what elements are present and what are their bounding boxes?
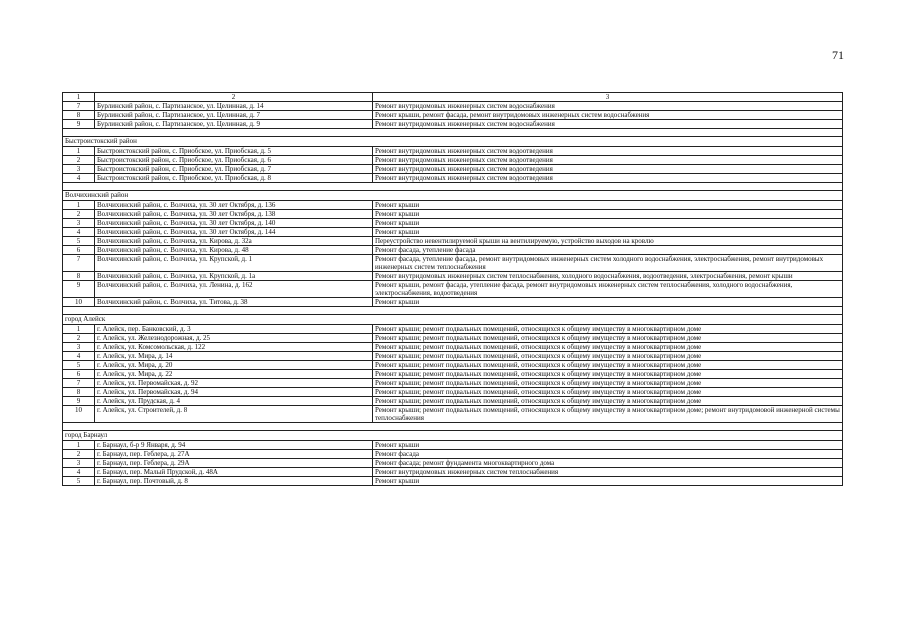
row-address: Быстроистокский район, с. Приобское, ул. Приобская, д. 6 xyxy=(95,156,373,165)
table-row xyxy=(63,361,843,370)
row-work: Ремонт фасада, утепление фасада, ремонт внутридомовых инженерных систем холодного водоснабжения, электроснабжения, ремонт внутридомовых инженерных систем теплоснабжения xyxy=(373,255,843,272)
row-address: г. Алейск, ул. Железнодорожная, д. 25 xyxy=(95,334,373,343)
table-row xyxy=(63,237,843,246)
row-work: Ремонт внутридомовых инженерных систем теплоснабжения, холодного водоснабжения, водоотведения, электроснабжения, ремонт крыши xyxy=(373,272,843,281)
row-work: Ремонт внутридомовых инженерных систем теплоснабжения xyxy=(373,468,843,477)
row-number: 8 xyxy=(63,272,95,281)
row-number: 9 xyxy=(63,120,95,129)
repair-table xyxy=(62,92,843,486)
section-spacer xyxy=(63,129,843,137)
table-row xyxy=(63,298,843,307)
page-number: 71 xyxy=(832,48,844,62)
row-number: 7 xyxy=(63,379,95,388)
section-title-row xyxy=(63,315,843,325)
row-address: Волчихинский район, с. Волчиха, ул. Ленина, д. 162 xyxy=(95,281,373,298)
row-work: Ремонт крыши; ремонт подвальных помещений, относящихся к общему имуществу в многоквартирном доме xyxy=(373,370,843,379)
row-address: Быстроистокский район, с. Приобское, ул. Приобская, д. 5 xyxy=(95,147,373,156)
row-number: 5 xyxy=(63,361,95,370)
row-number: 4 xyxy=(63,228,95,237)
table-row xyxy=(63,102,843,111)
row-work: Ремонт крыши; ремонт подвальных помещений, относящихся к общему имуществу в многоквартирном доме; ремонт внутридомовой инженерной системы теплоснабжения xyxy=(373,406,843,423)
table-row xyxy=(63,246,843,255)
row-address: г. Барнаул, пер. Малый Прудской, д. 48А xyxy=(95,468,373,477)
table-row xyxy=(63,147,843,156)
row-number: 3 xyxy=(63,343,95,352)
row-work: Ремонт крыши; ремонт подвальных помещений, относящихся к общему имуществу в многоквартирном доме xyxy=(373,352,843,361)
row-number: 2 xyxy=(63,210,95,219)
row-work: Ремонт крыши xyxy=(373,228,843,237)
row-work: Ремонт крыши; ремонт подвальных помещений, относящихся к общему имуществу в многоквартирном доме xyxy=(373,334,843,343)
row-work: Ремонт фасада; ремонт фундамента многоквартирного дома xyxy=(373,459,843,468)
row-number: 7 xyxy=(63,255,95,272)
table-row xyxy=(63,156,843,165)
row-work: Ремонт внутридомовых инженерных систем водоотведения xyxy=(373,165,843,174)
table-row xyxy=(63,219,843,228)
row-address: г. Барнаул, б-р 9 Января, д. 94 xyxy=(95,441,373,450)
row-number: 7 xyxy=(63,102,95,111)
row-address: г. Барнаул, пер. Геблера, д. 29А xyxy=(95,459,373,468)
row-work: Ремонт внутридомовых инженерных систем водоотведения xyxy=(373,147,843,156)
table-row xyxy=(63,406,843,423)
row-address: Волчихинский район, с. Волчиха, ул. 30 лет Октября, д. 138 xyxy=(95,210,373,219)
row-number: 8 xyxy=(63,388,95,397)
row-address: г. Алейск, ул. Комсомольская, д. 122 xyxy=(95,343,373,352)
row-address: Волчихинский район, с. Волчиха, ул. Кирова, д. 48 xyxy=(95,246,373,255)
section-spacer xyxy=(63,183,843,191)
row-address: г. Алейск, ул. Мира, д. 14 xyxy=(95,352,373,361)
table-row xyxy=(63,201,843,210)
row-work: Ремонт крыши xyxy=(373,219,843,228)
table-row xyxy=(63,111,843,120)
table-row xyxy=(63,120,843,129)
header-cell-work: 3 xyxy=(373,93,843,102)
row-work: Ремонт внутридомовых инженерных систем водоснабжения xyxy=(373,102,843,111)
row-address: Волчихинский район, с. Волчиха, ул. Крупской, д. 1а xyxy=(95,272,373,281)
row-address: г. Барнаул, пер. Почтовый, д. 8 xyxy=(95,477,373,486)
row-address: Бурлинский район, с. Партизанское, ул. Целинная, д. 7 xyxy=(95,111,373,120)
row-address: Волчихинский район, с. Волчиха, ул. 30 лет Октября, д. 140 xyxy=(95,219,373,228)
row-work: Ремонт крыши, ремонт фасада, ремонт внутридомовых инженерных систем водоснабжения xyxy=(373,111,843,120)
row-work: Ремонт внутридомовых инженерных систем водоотведения xyxy=(373,156,843,165)
row-number: 1 xyxy=(63,201,95,210)
row-work: Ремонт фасада xyxy=(373,450,843,459)
row-number: 4 xyxy=(63,352,95,361)
row-number: 2 xyxy=(63,334,95,343)
row-number: 10 xyxy=(63,406,95,423)
row-work: Ремонт крыши xyxy=(373,210,843,219)
row-number: 9 xyxy=(63,397,95,406)
table-row xyxy=(63,210,843,219)
repair-table-body xyxy=(63,93,843,486)
table-row xyxy=(63,255,843,272)
table-row xyxy=(63,459,843,468)
row-number: 4 xyxy=(63,468,95,477)
row-number: 1 xyxy=(63,325,95,334)
table-row xyxy=(63,272,843,281)
row-address: Бурлинский район, с. Партизанское, ул. Целинная, д. 9 xyxy=(95,120,373,129)
row-work: Ремонт крыши; ремонт подвальных помещений, относящихся к общему имуществу в многоквартирном доме xyxy=(373,361,843,370)
row-work: Ремонт крыши; ремонт подвальных помещений, относящихся к общему имуществу в многоквартирном доме xyxy=(373,379,843,388)
row-number: 4 xyxy=(63,174,95,183)
table-row xyxy=(63,352,843,361)
row-work: Ремонт крыши, ремонт фасада, утепление фасада, ремонт внутридомовых инженерных систем теплоснабжения, холодного водоснабжения, электроснабжения, водоотведения xyxy=(373,281,843,298)
row-address: г. Алейск, ул. Первомайская, д. 92 xyxy=(95,379,373,388)
row-number: 2 xyxy=(63,450,95,459)
row-address: Быстроистокский район, с. Приобское, ул. Приобская, д. 8 xyxy=(95,174,373,183)
row-address: г. Алейск, ул. Мира, д. 20 xyxy=(95,361,373,370)
table-row xyxy=(63,379,843,388)
row-work: Ремонт крыши xyxy=(373,201,843,210)
table-row xyxy=(63,477,843,486)
row-address: Быстроистокский район, с. Приобское, ул. Приобская, д. 7 xyxy=(95,165,373,174)
table-row xyxy=(63,281,843,298)
table-row xyxy=(63,468,843,477)
row-address: Бурлинский район, с. Партизанское, ул. Целинная, д. 14 xyxy=(95,102,373,111)
row-number: 5 xyxy=(63,237,95,246)
row-number: 1 xyxy=(63,441,95,450)
row-address: г. Алейск, ул. Прудская, д. 4 xyxy=(95,397,373,406)
table-row xyxy=(63,441,843,450)
table-row xyxy=(63,388,843,397)
section-spacer xyxy=(63,423,843,431)
row-address: Волчихинский район, с. Волчиха, ул. Кирова, д. 32а xyxy=(95,237,373,246)
section-spacer-cell xyxy=(63,423,843,431)
section-spacer-cell xyxy=(63,129,843,137)
section-title-row xyxy=(63,137,843,147)
section-title: город Алейск xyxy=(63,315,843,325)
row-address: г. Алейск, пер. Банковский, д. 3 xyxy=(95,325,373,334)
row-number: 3 xyxy=(63,219,95,228)
row-address: Волчихинский район, с. Волчиха, ул. Крупской, д. 1 xyxy=(95,255,373,272)
table-row xyxy=(63,397,843,406)
row-address: г. Алейск, ул. Строителей, д. 8 xyxy=(95,406,373,423)
row-address: г. Барнаул, пер. Геблера, д. 27А xyxy=(95,450,373,459)
section-title: город Барнаул xyxy=(63,431,843,441)
table-row xyxy=(63,174,843,183)
section-title: Волчихинский район xyxy=(63,191,843,201)
row-address: Волчихинский район, с. Волчиха, ул. 30 лет Октября, д. 144 xyxy=(95,228,373,237)
table-header-row xyxy=(63,93,843,102)
row-address: г. Алейск, ул. Мира, д. 22 xyxy=(95,370,373,379)
row-work: Ремонт крыши; ремонт подвальных помещений, относящихся к общему имуществу в многоквартирном доме xyxy=(373,325,843,334)
row-address: Волчихинский район, с. Волчиха, ул. 30 лет Октября, д. 136 xyxy=(95,201,373,210)
table-row xyxy=(63,334,843,343)
row-work: Ремонт крыши; ремонт подвальных помещений, относящихся к общему имуществу в многоквартирном доме xyxy=(373,343,843,352)
section-title: Быстроистокский район xyxy=(63,137,843,147)
row-number: 8 xyxy=(63,111,95,120)
row-number: 9 xyxy=(63,281,95,298)
table-row xyxy=(63,165,843,174)
row-work: Ремонт крыши; ремонт подвальных помещений, относящихся к общему имуществу в многоквартирном доме xyxy=(373,397,843,406)
row-work: Ремонт фасада, утепление фасада xyxy=(373,246,843,255)
row-number: 3 xyxy=(63,459,95,468)
section-spacer xyxy=(63,307,843,315)
table-row xyxy=(63,325,843,334)
row-work: Ремонт крыши xyxy=(373,298,843,307)
section-spacer-cell xyxy=(63,183,843,191)
section-spacer-cell xyxy=(63,307,843,315)
row-number: 3 xyxy=(63,165,95,174)
row-work: Ремонт внутридомовых инженерных систем водоотведения xyxy=(373,174,843,183)
table-row xyxy=(63,228,843,237)
row-work: Ремонт крыши xyxy=(373,477,843,486)
header-cell-address: 2 xyxy=(95,93,373,102)
table-row xyxy=(63,370,843,379)
row-address: г. Алейск, ул. Первомайская, д. 94 xyxy=(95,388,373,397)
row-work: Ремонт внутридомовых инженерных систем водоснабжения xyxy=(373,120,843,129)
row-work: Ремонт крыши; ремонт подвальных помещений, относящихся к общему имуществу в многоквартирном доме xyxy=(373,388,843,397)
table-row xyxy=(63,343,843,352)
row-address: Волчихинский район, с. Волчиха, ул. Титова, д. 38 xyxy=(95,298,373,307)
section-title-row xyxy=(63,431,843,441)
row-number: 6 xyxy=(63,370,95,379)
row-work: Переустройство невентилируемой крыши на вентилируемую, устройство выходов на кровлю xyxy=(373,237,843,246)
section-title-row xyxy=(63,191,843,201)
table-row xyxy=(63,450,843,459)
row-number: 6 xyxy=(63,246,95,255)
row-work: Ремонт крыши xyxy=(373,441,843,450)
row-number: 1 xyxy=(63,147,95,156)
row-number: 5 xyxy=(63,477,95,486)
header-cell-number: 1 xyxy=(63,93,95,102)
row-number: 10 xyxy=(63,298,95,307)
row-number: 2 xyxy=(63,156,95,165)
